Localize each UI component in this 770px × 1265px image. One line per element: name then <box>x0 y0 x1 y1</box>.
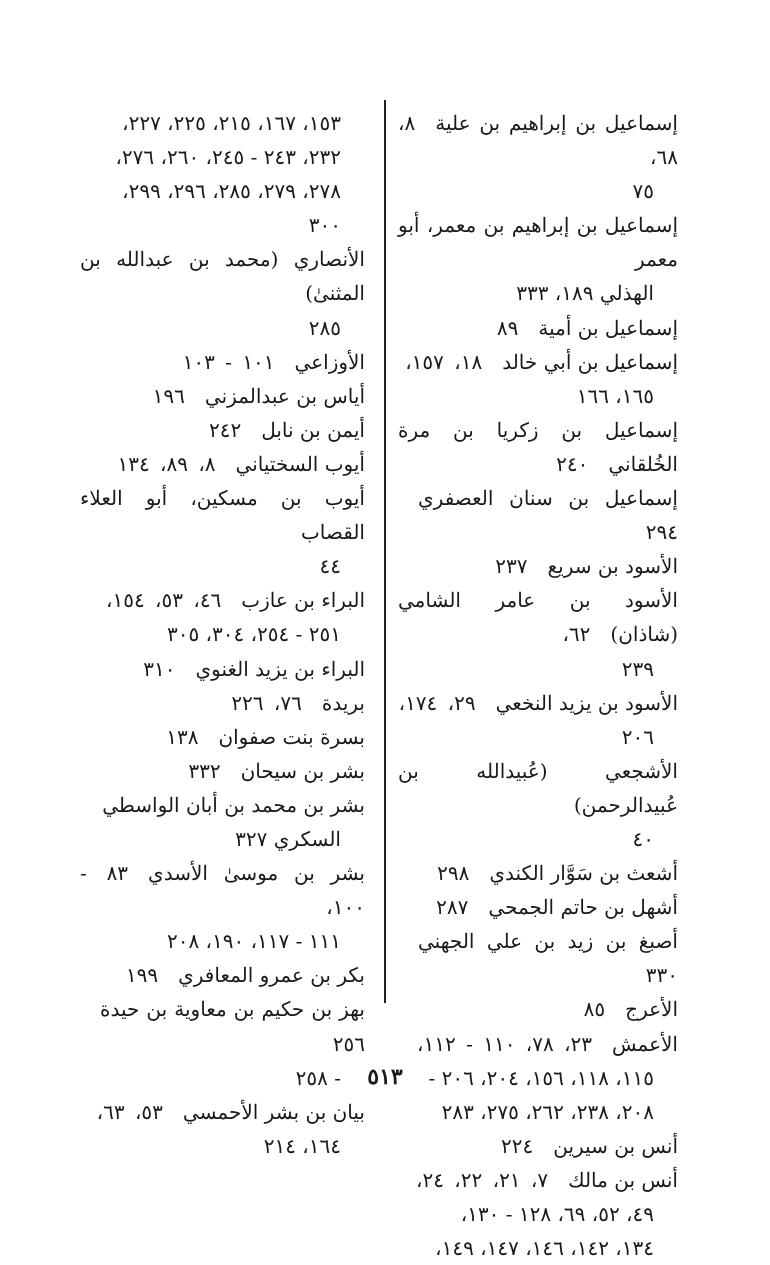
entry-name: إسماعيل بن سنان العصفري <box>418 486 678 511</box>
index-entry <box>398 481 678 549</box>
index-continuation-line: ٢٥١ - ٢٥٤، ٣٠٤، ٣٠٥ <box>166 622 341 647</box>
entry-name: الأسود بن عامر الشامي (شاذان) <box>398 588 678 647</box>
entry-name: الأشجعي (عُبيدالله بن عُبيدالرحمن) <box>398 758 678 817</box>
index-continuation-line: ١١٥، ١١٨، ١٥٦، ٢٠٤، ٢٠٦ - <box>428 1065 654 1090</box>
index-continuation-line: ٢٠٦ <box>621 724 654 749</box>
column-divider <box>384 100 386 1003</box>
index-continuation-line: ١٥٣، ١٦٧، ٢١٥، ٢٢٥، ٢٢٧، <box>122 111 341 135</box>
entry-page-refs: ٢٣، ٧٨، ١١٠ - ١١٢، <box>417 1031 593 1056</box>
entry-name: بكر بن عمرو المعافري <box>178 963 365 988</box>
entry-name: البراء بن عازب <box>241 588 365 613</box>
index-continuation-line: ١١١ - ١١٧، ١٩٠، ٢٠٨ <box>166 929 341 954</box>
entry-name: أصبغ بن زيد بن علي الجهني <box>418 929 678 954</box>
index-continuation-line: - ٢٥٨ <box>295 1065 341 1090</box>
entry-page-refs: ٧٦، ٢٢٦ <box>231 690 302 715</box>
index-entry <box>80 583 365 617</box>
index-continuation-line: ٢٣٩ <box>621 656 654 681</box>
entry-page-refs: ١٩٩ <box>125 963 159 988</box>
index-entry <box>80 720 365 754</box>
entry-page-refs: ١٠١ - ١٠٣ <box>182 349 275 374</box>
index-continuation-line: ١٦٤، ٢١٤ <box>263 1133 341 1158</box>
index-continuation-line: ٣٠٠ <box>308 213 341 238</box>
entry-name: بيان بن بشر الأحمسي <box>182 1099 365 1124</box>
entry-page-refs: ٢٩٨ <box>437 861 470 886</box>
index-entry <box>80 481 365 549</box>
index-entry <box>398 208 678 276</box>
index-continuation-line: ٢٠٨، ٢٣٨، ٢٦٢، ٢٧٥، ٢٨٣ <box>441 1099 654 1124</box>
index-column-left <box>80 106 365 1163</box>
entry-name: أنس بن سيرين <box>553 1133 678 1158</box>
index-entry <box>80 413 365 447</box>
entry-name: بريدة <box>321 690 365 715</box>
index-entry <box>398 754 678 822</box>
entry-page-refs: ٨٥ <box>583 997 606 1022</box>
index-entry <box>80 652 365 686</box>
index-column-right <box>398 106 678 1265</box>
entry-name: بهز بن حكيم بن معاوية بن حيدة <box>100 997 365 1022</box>
entry-page-refs: ٢٩، ١٧٤، <box>398 690 476 715</box>
entry-page-refs: ٧، ٢١، ٢٢، ٢٤، <box>416 1167 549 1192</box>
entry-name: الأوزاعي <box>294 349 365 374</box>
index-entry <box>398 1129 678 1163</box>
entry-name: إسماعيل بن أبي خالد <box>502 349 678 374</box>
entry-name: الأنصاري (محمد بن عبدالله بن المثنىٰ) <box>80 247 365 306</box>
index-continuation-line: ٢٨٥ <box>308 315 341 340</box>
entry-name: البراء بن يزيد الغنوي <box>195 656 365 681</box>
entry-name: الأعرج <box>625 997 678 1022</box>
index-entry <box>80 958 365 992</box>
index-continuation-line: السكري ٣٢٧ <box>235 826 341 851</box>
entry-name: أياس بن عبدالمزني <box>204 383 365 408</box>
entry-name: الأسود بن يزيد النخعي <box>495 690 678 715</box>
index-entry <box>398 686 678 720</box>
index-entry <box>80 345 365 379</box>
index-entry <box>398 992 678 1026</box>
index-entry <box>80 242 365 310</box>
index-continuation-line: ١٣٤، ١٤٢، ١٤٦، ١٤٧، ١٤٩، <box>435 1236 654 1261</box>
entry-name: أيمن بن نابل <box>261 417 365 442</box>
entry-page-refs: ٢٩٤ <box>645 520 678 545</box>
entry-name: الأسود بن سريع <box>547 554 678 579</box>
entry-name: أنس بن مالك <box>568 1167 678 1192</box>
entry-page-refs: ٨٩ <box>496 315 519 340</box>
entry-name: إسماعيل بن زكريا بن مرة الخُلقاني <box>398 417 678 476</box>
entry-page-refs: ١٨، ١٥٧، <box>405 349 483 374</box>
entry-page-refs: ٢٤٢ <box>208 417 242 442</box>
index-entry <box>80 686 365 720</box>
index-entry <box>398 1027 678 1061</box>
entry-name: أيوب السختياني <box>235 451 365 476</box>
entry-page-refs: ٨٣ - ١٠٠، <box>80 861 365 920</box>
entry-page-refs: ٨، ٨٩، ١٣٤ <box>117 451 216 476</box>
index-entry <box>398 856 678 890</box>
entry-page-refs: ٢٤٠ <box>556 451 589 476</box>
index-entry <box>80 379 365 413</box>
entry-name: بسرة بنت صفوان <box>218 724 365 749</box>
entry-page-refs: ٣٣٢ <box>188 758 221 783</box>
entry-name: إسماعيل بن أمية <box>538 315 678 340</box>
entry-page-refs: ٨، ٦٨، <box>398 111 678 170</box>
index-entry <box>398 549 678 583</box>
entry-page-refs: ٦٢، <box>562 622 591 647</box>
entry-name: أشهل بن حاتم الجمحي <box>488 895 678 920</box>
index-entry <box>398 890 678 924</box>
index-entry <box>398 311 678 345</box>
entry-page-refs: ٣١٠ <box>143 656 176 681</box>
index-continuation-line: ٢٧٨، ٢٧٩، ٢٨٥، ٢٩٦، ٢٩٩، <box>122 179 341 204</box>
entry-page-refs: ١٩٦ <box>152 383 185 408</box>
index-entry <box>398 583 678 651</box>
entry-page-refs: ٤٦، ٥٣، ١٥٤، <box>106 588 222 613</box>
entry-name: أشعث بن سَوَّار الكندي <box>489 861 678 886</box>
index-entry <box>80 788 365 822</box>
page-number: ٥١٣ <box>367 1064 403 1090</box>
entry-name: بشر بن سيحان <box>240 758 365 783</box>
index-continuation-line: ١٦٥، ١٦٦ <box>576 383 654 408</box>
index-continuation-line: الهذلي ١٨٩، ٣٣٣ <box>516 281 654 306</box>
entry-page-refs: ٢٣٧ <box>495 554 528 579</box>
index-entry <box>80 856 365 924</box>
entry-page-refs: ٣٣٠ <box>645 963 678 988</box>
index-continuation-line: ٤٩، ٥٢، ٦٩، ١٢٨ - ١٣٠، <box>460 1202 654 1226</box>
index-entry <box>398 413 678 481</box>
entry-page-refs: ٥٣، ٦٣، <box>96 1099 163 1124</box>
index-continuation-line: ٤٤ <box>319 554 341 579</box>
index-entry <box>80 754 365 788</box>
entry-name: الأعمش <box>612 1031 678 1056</box>
entry-name: إسماعيل بن إبراهيم بن علية <box>435 111 678 135</box>
entry-name: إسماعيل بن إبراهيم بن معمر، أبو معمر <box>398 213 678 272</box>
index-continuation-line: ٤٠ <box>632 826 654 851</box>
entry-name: بشر بن محمد بن أبان الواسطي <box>102 792 365 817</box>
index-entry <box>80 447 365 481</box>
entry-page-refs: ٢٥٦ <box>332 1031 365 1056</box>
entry-name: بشر بن موسىٰ الأسدي <box>148 861 365 886</box>
index-continuation-line: ٢٣٢، ٢٤٣ - ٢٤٥، ٢٦٠، ٢٧٦، <box>115 145 341 170</box>
index-entry <box>398 924 678 992</box>
entry-name: أيوب بن مسكين، أبو العلاء القصاب <box>80 486 365 545</box>
entry-page-refs: ١٣٨ <box>166 724 199 749</box>
entry-page-refs: ٢٢٤ <box>501 1133 534 1158</box>
index-entry <box>80 1095 365 1129</box>
index-entry <box>398 106 678 174</box>
index-entry <box>398 345 678 379</box>
index-continuation-line: ٧٥ <box>632 179 654 204</box>
index-entry <box>80 992 365 1060</box>
entry-page-refs: ٢٨٧ <box>436 895 469 920</box>
